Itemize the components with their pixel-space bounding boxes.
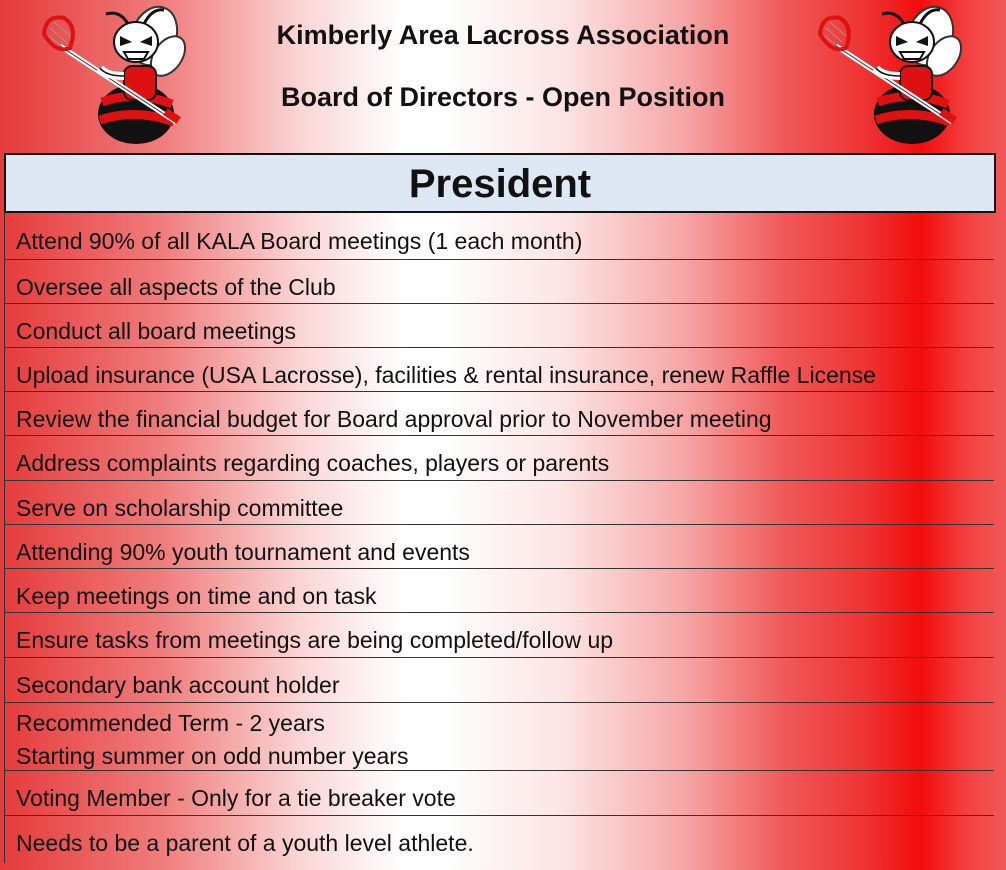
duty-row: Ensure tasks from meetings are being completed/follow up: [4, 613, 994, 658]
duty-row: Keep meetings on time and on task: [4, 569, 994, 613]
position-card: [4, 153, 996, 213]
role-title: President: [4, 153, 996, 213]
org-name: Kimberly Area Lacross Association: [276, 20, 730, 50]
duty-row: Oversee all aspects of the Club: [4, 260, 994, 304]
duty-row: Serve on scholarship committee: [4, 481, 994, 525]
hornet-lacrosse-mascot-icon: [812, 4, 962, 148]
page-subtitle: Board of Directors - Open Position: [280, 82, 726, 112]
duty-row: Review the financial budget for Board approval prior to November meeting: [4, 392, 994, 436]
duty-row: Address complaints regarding coaches, players or parents: [4, 436, 994, 481]
duty-row: Attend 90% of all KALA Board meetings (1 each month): [4, 215, 994, 260]
term-row: [4, 703, 994, 771]
term-length: Recommended Term - 2 years: [16, 710, 325, 736]
term-start: Starting summer on odd number years: [16, 743, 409, 769]
hornet-lacrosse-mascot-icon: [36, 4, 186, 148]
duty-row: Conduct all board meetings: [4, 304, 994, 348]
duty-row: Attending 90% youth tournament and events: [4, 525, 994, 569]
header: [0, 0, 1006, 152]
requirement-row: Needs to be a parent of a youth level athlete.: [16, 830, 474, 856]
voting-row: Voting Member - Only for a tie breaker vote: [4, 771, 994, 816]
duty-row: Secondary bank account holder: [4, 658, 994, 703]
duty-row: Upload insurance (USA Lacrosse), facilities & rental insurance, renew Raffle License: [4, 348, 994, 392]
